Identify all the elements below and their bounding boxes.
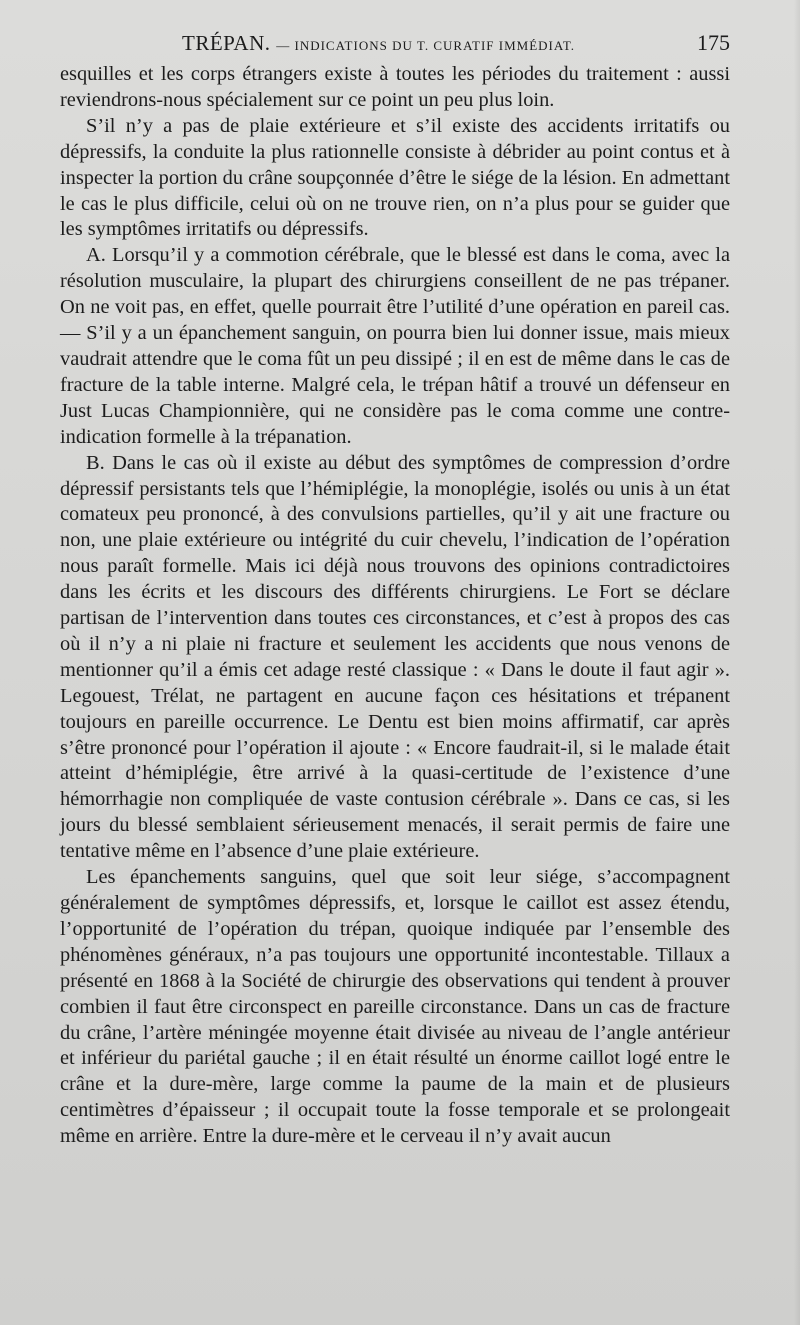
scan-edge-shadow	[794, 0, 800, 1325]
paragraph-blood-effusions: Les épanchements sanguins, quel que soit leur siége, s’accompagnent généralement de symptômes dépressifs, et, lorsque le caillot est assez étendu, l’opportunité de l’opération du trépan, quoique indiquée par l’ensemble des phénomènes généraux, n’a pas toujours une opportunité incontestable. Tillaux a présenté en 1868 à la Société de chirurgie des observations qui tendent à prouver combien il faut être circonspect en pareille circonstance. Dans un cas de fracture du crâne, l’artère méningée moyenne était divisée au niveau de l’angle antérieur et inférieur du pariétal gauche ; il en était résulté un énorme caillot logé entre le crâne et la dure-mère, large comme la paume de la main et de plusieurs centimètres d’épaisseur ; il occupait toute la fosse temporale et se prolongeait même en arrière. Entre la dure-mère et le cerveau il n’y avait aucun	[60, 866, 730, 1148]
running-title-subtitle: — INDICATIONS DU T. CURATIF IMMÉDIAT.	[276, 38, 576, 53]
running-title-main: TRÉPAN.	[182, 31, 271, 55]
running-title	[62, 31, 575, 56]
paragraph-continuation: esquilles et les corps étrangers existe à toutes les périodes du traitement : aussi reviendrons-nous spécialement sur ce point un peu plus loin.	[60, 63, 730, 111]
running-head	[62, 30, 730, 60]
paragraph-no-external-wound: S’il n’y a pas de plaie extérieure et s’il existe des accidents irritatifs ou dépressifs, la conduite la plus rationnelle consiste à débrider au point contus et à inspecter la portion du crâne soupçonnée d’être le siége de la lésion. En admettant le cas le plus difficile, celui où on ne trouve rien, on n’a plus pour se guider que les symptômes irritatifs ou dépressifs.	[60, 114, 730, 241]
body-text	[60, 62, 730, 1150]
paragraph-a-commotion: A. Lorsqu’il y a commotion cérébrale, que le blessé est dans le coma, avec la résolution musculaire, la plupart des chirurgiens conseillent de ne pas trépaner. On ne voit pas, en effet, quelle pourrait être l’utilité d’une opération en pareil cas. — S’il y a un épanchement sanguin, on pourra bien lui donner issue, mais mieux vaudrait attendre que le coma fût un peu dissipé ; il en est de même dans le cas de fracture de la table interne. Malgré cela, le trépan hâtif a trouvé un défenseur en Just Lucas Championnière, qui ne considère pas le coma comme une contre-indication formelle à la trépanation.	[60, 244, 730, 448]
paragraph-b-compression: B. Dans le cas où il existe au début des symptômes de compression d’ordre dépressif persistants tels que l’hémiplégie, la monoplégie, isolés ou unis à un état comateux peu prononcé, à des convulsions partielles, qu’il y ait une fracture ou non, une plaie extérieure ou intégrité du cuir chevelu, l’indication de l’opération nous paraît formelle. Mais ici déjà nous trouvons des opinions contradictoires dans les écrits et les discours des différents chirurgiens. Le Fort se déclare partisan de l’intervention dans toutes ces circonstances, et c’est à propos des cas où il n’y a ni plaie ni fracture et seulement les accidents que nous venons de mentionner qu’il a émis cet adage resté classique : « Dans le doute il faut agir ». Legouest, Trélat, ne partagent en aucune façon ces hésitations et trépanent toujours en pareille occurrence. Le Dentu est bien moins affirmatif, car après s’être prononcé pour l’opération il ajoute : « Encore faudrait-il, si le malade était atteint d’hémiplégie, être arrivé à la quasi-certitude de l’existence d’une hémorrhagie non compliquée de vaste contusion cérébrale ». Dans ce cas, si les jours du blessé semblaient sérieusement menacés, il serait permis de faire une tentative même en l’absence d’une plaie extérieure.	[60, 451, 730, 863]
page-number: 175	[697, 30, 730, 55]
